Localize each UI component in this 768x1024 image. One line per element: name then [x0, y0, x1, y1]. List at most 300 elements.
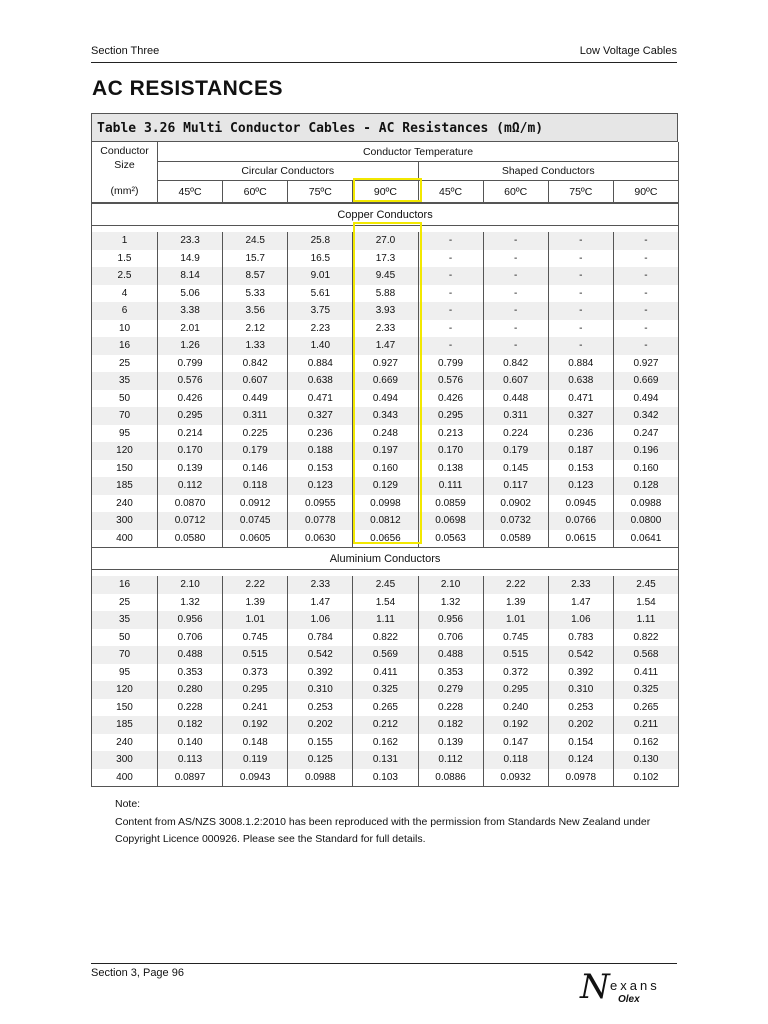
- resistance-cell: 0.128: [613, 477, 678, 495]
- size-cell: 50: [92, 629, 158, 647]
- size-cell: 240: [92, 495, 158, 513]
- temp-header-cell: 90ºC: [353, 181, 418, 203]
- resistance-cell: 0.783: [548, 629, 613, 647]
- logo-mark: N: [580, 967, 610, 1007]
- resistance-cell: 0.224: [483, 425, 548, 443]
- resistance-cell: -: [548, 232, 613, 250]
- resistance-cell: 0.188: [288, 442, 353, 460]
- resistance-cell: 0.706: [158, 629, 223, 647]
- resistance-cell: 0.927: [353, 355, 418, 373]
- resistance-cell: 0.214: [158, 425, 223, 443]
- resistance-cell: 0.784: [288, 629, 353, 647]
- resistance-cell: 5.33: [223, 285, 288, 303]
- section-rows: [92, 576, 679, 787]
- resistance-cell: 5.61: [288, 285, 353, 303]
- resistance-cell: 0.265: [353, 699, 418, 717]
- resistance-cell: 17.3: [353, 250, 418, 268]
- size-cell: 70: [92, 646, 158, 664]
- resistance-cell: 0.182: [158, 716, 223, 734]
- size-cell: 120: [92, 681, 158, 699]
- size-cell: 120: [92, 442, 158, 460]
- resistance-cell: 1.01: [223, 611, 288, 629]
- resistance-cell: 0.253: [548, 699, 613, 717]
- resistance-cell: 3.38: [158, 302, 223, 320]
- resistance-cell: -: [548, 320, 613, 338]
- temp-header-cell: 75ºC: [288, 181, 353, 203]
- resistance-cell: 9.01: [288, 267, 353, 285]
- temp-header-cell: 60ºC: [223, 181, 288, 203]
- resistance-cell: 0.471: [548, 390, 613, 408]
- resistance-cell: 5.88: [353, 285, 418, 303]
- resistance-cell: 0.0580: [158, 530, 223, 548]
- resistance-cell: 0.170: [418, 442, 483, 460]
- resistance-cell: 0.155: [288, 734, 353, 752]
- resistance-cell: 0.111: [418, 477, 483, 495]
- resistance-cell: 0.0630: [288, 530, 353, 548]
- resistance-cell: 14.9: [158, 250, 223, 268]
- table-row: [92, 751, 679, 769]
- resistance-cell: 0.160: [613, 460, 678, 478]
- resistance-cell: 2.33: [288, 576, 353, 594]
- resistance-cell: 1.32: [158, 594, 223, 612]
- resistance-cell: 0.145: [483, 460, 548, 478]
- resistance-cell: 0.0698: [418, 512, 483, 530]
- resistance-cell: 0.118: [483, 751, 548, 769]
- resistance-cell: -: [483, 337, 548, 355]
- resistance-cell: 0.745: [483, 629, 548, 647]
- size-cell: 4: [92, 285, 158, 303]
- resistance-cell: 0.0589: [483, 530, 548, 548]
- resistance-cell: 0.225: [223, 425, 288, 443]
- resistance-cell: 0.884: [288, 355, 353, 373]
- resistance-cell: 0.295: [223, 681, 288, 699]
- resistance-cell: 1.40: [288, 337, 353, 355]
- resistance-cell: 0.123: [548, 477, 613, 495]
- resistance-cell: 0.0912: [223, 495, 288, 513]
- resistance-cell: -: [613, 302, 678, 320]
- resistance-cell: 0.822: [353, 629, 418, 647]
- resistance-cell: 2.12: [223, 320, 288, 338]
- resistance-cell: 0.745: [223, 629, 288, 647]
- resistance-cell: 0.265: [613, 699, 678, 717]
- table-row: [92, 681, 679, 699]
- resistance-cell: 0.353: [158, 664, 223, 682]
- table-title: Table 3.26 Multi Conductor Cables - AC Resistances (mΩ/m): [91, 113, 678, 142]
- resistance-cell: 0.392: [288, 664, 353, 682]
- resistance-cell: 0.353: [418, 664, 483, 682]
- header-document-title: Low Voltage Cables: [579, 45, 677, 57]
- section-title: Aluminium Conductors: [92, 548, 679, 570]
- resistance-cell: 0.0988: [288, 769, 353, 787]
- size-cell: 10: [92, 320, 158, 338]
- resistance-cell: 0.449: [223, 390, 288, 408]
- resistance-cell: 3.93: [353, 302, 418, 320]
- resistance-cell: 0.125: [288, 751, 353, 769]
- resistance-cell: 0.488: [158, 646, 223, 664]
- resistance-cell: 0.192: [483, 716, 548, 734]
- resistance-cell: 0.247: [613, 425, 678, 443]
- resistance-cell: 2.33: [548, 576, 613, 594]
- resistance-cell: 0.426: [158, 390, 223, 408]
- table-row: [92, 646, 679, 664]
- resistance-cell: -: [418, 285, 483, 303]
- conductor-temperature-header: Conductor Temperature: [158, 142, 679, 162]
- resistance-cell: 0.228: [418, 699, 483, 717]
- resistance-cell: 0.202: [288, 716, 353, 734]
- resistance-cell: 3.75: [288, 302, 353, 320]
- resistance-cell: 0.182: [418, 716, 483, 734]
- resistance-cell: 0.295: [418, 407, 483, 425]
- resistance-cell: 0.295: [158, 407, 223, 425]
- resistance-cell: 0.103: [353, 769, 418, 787]
- resistance-cell: -: [548, 285, 613, 303]
- resistance-cell: -: [613, 250, 678, 268]
- resistance-cell: 24.5: [223, 232, 288, 250]
- resistance-cell: 0.140: [158, 734, 223, 752]
- resistance-cell: 0.325: [353, 681, 418, 699]
- resistance-cell: 0.542: [548, 646, 613, 664]
- resistance-cell: 1.06: [548, 611, 613, 629]
- resistance-cell: 0.515: [223, 646, 288, 664]
- resistance-cell: 0.956: [418, 611, 483, 629]
- resistance-cell: 0.236: [548, 425, 613, 443]
- resistance-cell: 8.14: [158, 267, 223, 285]
- resistance-cell: 0.822: [613, 629, 678, 647]
- resistance-cell: 1.54: [353, 594, 418, 612]
- resistance-cell: 0.0859: [418, 495, 483, 513]
- resistance-cell: 1.54: [613, 594, 678, 612]
- resistance-cell: 0.196: [613, 442, 678, 460]
- resistance-cell: 2.22: [223, 576, 288, 594]
- resistance-cell: 0.240: [483, 699, 548, 717]
- temp-header-cell: 45ºC: [418, 181, 483, 203]
- resistance-cell: 0.197: [353, 442, 418, 460]
- resistance-cell: 0.117: [483, 477, 548, 495]
- table-row: [92, 769, 679, 787]
- resistance-cell: 0.0955: [288, 495, 353, 513]
- resistance-cell: 23.3: [158, 232, 223, 250]
- resistance-cell: 0.426: [418, 390, 483, 408]
- resistance-cell: 0.139: [158, 460, 223, 478]
- size-cell: 95: [92, 664, 158, 682]
- resistance-cell: 25.8: [288, 232, 353, 250]
- size-cell: 95: [92, 425, 158, 443]
- resistance-cell: 1.32: [418, 594, 483, 612]
- table-row: [92, 664, 679, 682]
- resistance-cell: -: [613, 232, 678, 250]
- resistance-cell: 0.130: [613, 751, 678, 769]
- resistance-cell: 0.211: [613, 716, 678, 734]
- resistance-cell: 0.0766: [548, 512, 613, 530]
- size-cell: 300: [92, 512, 158, 530]
- resistance-cell: 0.187: [548, 442, 613, 460]
- resistance-cell: 0.448: [483, 390, 548, 408]
- resistance-cell: 0.0886: [418, 769, 483, 787]
- resistance-cell: 1.47: [353, 337, 418, 355]
- resistance-cell: 0.927: [613, 355, 678, 373]
- resistance-cell: 0.228: [158, 699, 223, 717]
- resistance-cell: 0.607: [483, 372, 548, 390]
- resistance-cell: 0.236: [288, 425, 353, 443]
- footer-page-label: Section 3, Page 96: [91, 967, 184, 979]
- temp-header-cell: 90ºC: [613, 181, 678, 203]
- resistance-cell: 0.279: [418, 681, 483, 699]
- temp-header-cell: 45ºC: [158, 181, 223, 203]
- resistance-cell: 0.0943: [223, 769, 288, 787]
- resistance-cell: -: [483, 285, 548, 303]
- temp-header-cell: 60ºC: [483, 181, 548, 203]
- resistance-cell: 0.0732: [483, 512, 548, 530]
- resistance-cell: 1.47: [288, 594, 353, 612]
- resistance-cell: 0.311: [483, 407, 548, 425]
- resistance-cell: -: [483, 267, 548, 285]
- resistance-cell: -: [613, 337, 678, 355]
- resistance-cell: 2.23: [288, 320, 353, 338]
- resistance-cell: -: [613, 320, 678, 338]
- logo-subtext: Olex: [618, 994, 640, 1005]
- resistance-cell: -: [418, 232, 483, 250]
- resistance-cell: 0.0870: [158, 495, 223, 513]
- resistance-cell: -: [613, 267, 678, 285]
- resistance-cell: 15.7: [223, 250, 288, 268]
- size-cell: 16: [92, 337, 158, 355]
- resistance-cell: 0.568: [613, 646, 678, 664]
- resistance-cell: 0.638: [288, 372, 353, 390]
- resistance-cell: -: [483, 250, 548, 268]
- size-cell: 300: [92, 751, 158, 769]
- table-row: [92, 576, 679, 594]
- resistance-cell: 0.113: [158, 751, 223, 769]
- table-row: [92, 611, 679, 629]
- resistance-cell: 0.123: [288, 477, 353, 495]
- resistance-cell: 3.56: [223, 302, 288, 320]
- size-cell: 35: [92, 611, 158, 629]
- size-cell: 2.5: [92, 267, 158, 285]
- resistance-cell: 0.0998: [353, 495, 418, 513]
- resistance-cell: 0.638: [548, 372, 613, 390]
- resistance-cell: 0.112: [158, 477, 223, 495]
- resistance-cell: 0.179: [483, 442, 548, 460]
- resistance-cell: 0.170: [158, 442, 223, 460]
- resistance-cell: 1.11: [353, 611, 418, 629]
- resistance-cell: 0.153: [548, 460, 613, 478]
- resistance-cell: -: [613, 285, 678, 303]
- resistance-cell: -: [418, 250, 483, 268]
- resistance-cell: 0.213: [418, 425, 483, 443]
- page-title: AC RESISTANCES: [92, 77, 283, 100]
- resistance-cell: 1.06: [288, 611, 353, 629]
- note-label: Note:: [115, 798, 141, 810]
- table-row: [92, 734, 679, 752]
- resistance-cell: 0.131: [353, 751, 418, 769]
- size-cell: 185: [92, 716, 158, 734]
- resistance-cell: 0.241: [223, 699, 288, 717]
- nexans-olex-logo: [568, 966, 678, 1011]
- resistance-cell: 0.373: [223, 664, 288, 682]
- resistance-cell: 5.06: [158, 285, 223, 303]
- resistance-cell: 0.310: [548, 681, 613, 699]
- resistance-cell: 2.33: [353, 320, 418, 338]
- resistance-cell: 0.411: [353, 664, 418, 682]
- section-title: Copper Conductors: [92, 204, 679, 226]
- size-cell: 400: [92, 769, 158, 787]
- note-block: [115, 796, 675, 849]
- resistance-cell: -: [418, 302, 483, 320]
- resistance-cell: 0.372: [483, 664, 548, 682]
- resistance-cell: 0.124: [548, 751, 613, 769]
- resistance-cell: 0.0615: [548, 530, 613, 548]
- size-cell: 35: [92, 372, 158, 390]
- resistance-cell: 0.706: [418, 629, 483, 647]
- resistance-cell: 0.956: [158, 611, 223, 629]
- size-cell: 150: [92, 699, 158, 717]
- resistance-cell: 0.153: [288, 460, 353, 478]
- resistance-cell: 0.147: [483, 734, 548, 752]
- resistance-cell: 0.669: [613, 372, 678, 390]
- resistance-cell: 0.0932: [483, 769, 548, 787]
- resistance-cell: 0.799: [418, 355, 483, 373]
- resistance-cell: 0.129: [353, 477, 418, 495]
- resistance-cell: 0.154: [548, 734, 613, 752]
- resistance-cell: 1.11: [613, 611, 678, 629]
- resistance-cell: 0.392: [548, 664, 613, 682]
- resistance-cell: 0.0605: [223, 530, 288, 548]
- resistance-cell: 0.0897: [158, 769, 223, 787]
- resistance-cell: -: [483, 320, 548, 338]
- resistance-cell: 9.45: [353, 267, 418, 285]
- table-row: [92, 699, 679, 717]
- size-cell: 25: [92, 594, 158, 612]
- resistance-cell: 2.45: [613, 576, 678, 594]
- resistance-cell: 2.10: [158, 576, 223, 594]
- resistance-cell: 0.295: [483, 681, 548, 699]
- note-text: Content from AS/NZS 3008.1.2:2010 has been reproduced with the permission from Standards New Zealand under Copyright Licence 000926. Please see the Standard for full details.: [115, 815, 651, 845]
- resistance-cell: 0.248: [353, 425, 418, 443]
- resistance-cell: 0.212: [353, 716, 418, 734]
- section-header-group: [92, 548, 679, 577]
- circular-conductors-header: Circular Conductors: [158, 162, 419, 181]
- resistance-cell: 0.842: [223, 355, 288, 373]
- resistance-cell: 0.494: [353, 390, 418, 408]
- resistance-cell: 1.39: [483, 594, 548, 612]
- footer-divider: [91, 963, 677, 964]
- resistance-cell: 0.799: [158, 355, 223, 373]
- header-divider: [91, 62, 677, 63]
- size-cell: 1.5: [92, 250, 158, 268]
- resistance-cell: 0.576: [158, 372, 223, 390]
- resistance-cell: 0.310: [288, 681, 353, 699]
- resistance-cell: 16.5: [288, 250, 353, 268]
- resistance-cell: 0.576: [418, 372, 483, 390]
- resistance-cell: -: [548, 267, 613, 285]
- size-cell: 6: [92, 302, 158, 320]
- resistance-cell: 0.138: [418, 460, 483, 478]
- resistance-cell: 1.47: [548, 594, 613, 612]
- table-row: [92, 716, 679, 734]
- resistance-cell: 0.343: [353, 407, 418, 425]
- resistance-cell: -: [483, 232, 548, 250]
- resistance-cell: 1.39: [223, 594, 288, 612]
- table-row: [92, 594, 679, 612]
- size-cell: 240: [92, 734, 158, 752]
- resistance-cell: 0.607: [223, 372, 288, 390]
- resistance-cell: 0.146: [223, 460, 288, 478]
- resistance-cell: 0.311: [223, 407, 288, 425]
- conductor-size-label: Conductor Size: [100, 145, 149, 171]
- resistance-cell: 0.162: [353, 734, 418, 752]
- resistance-cell: 0.325: [613, 681, 678, 699]
- resistance-cell: 0.0800: [613, 512, 678, 530]
- header-section-label: Section Three: [91, 45, 160, 57]
- resistance-cell: 8.57: [223, 267, 288, 285]
- size-cell: 70: [92, 407, 158, 425]
- resistance-cell: -: [483, 302, 548, 320]
- size-cell: 16: [92, 576, 158, 594]
- resistance-cell: 0.494: [613, 390, 678, 408]
- resistance-cell: 2.45: [353, 576, 418, 594]
- resistance-cell: 2.22: [483, 576, 548, 594]
- resistance-cell: 0.0988: [613, 495, 678, 513]
- resistance-cell: 1.33: [223, 337, 288, 355]
- resistance-cell: 0.0778: [288, 512, 353, 530]
- resistance-cell: -: [418, 337, 483, 355]
- resistance-cell: 0.411: [613, 664, 678, 682]
- highlight-90c-column: [353, 222, 422, 544]
- size-cell: 185: [92, 477, 158, 495]
- resistance-cell: 0.179: [223, 442, 288, 460]
- resistance-cell: 0.0945: [548, 495, 613, 513]
- size-cell: 1: [92, 232, 158, 250]
- size-unit-label: (mm²): [92, 181, 158, 203]
- resistance-cell: 1.26: [158, 337, 223, 355]
- resistance-cell: 0.669: [353, 372, 418, 390]
- resistance-cell: 0.542: [288, 646, 353, 664]
- resistance-cell: 0.119: [223, 751, 288, 769]
- resistance-cell: -: [418, 320, 483, 338]
- conductor-size-header: [92, 142, 158, 181]
- size-cell: 50: [92, 390, 158, 408]
- resistance-cell: 0.102: [613, 769, 678, 787]
- resistance-cell: 0.118: [223, 477, 288, 495]
- resistance-cell: 2.10: [418, 576, 483, 594]
- resistance-cell: 0.842: [483, 355, 548, 373]
- size-cell: 25: [92, 355, 158, 373]
- resistance-cell: -: [418, 267, 483, 285]
- table-row: [92, 629, 679, 647]
- resistance-cell: 0.148: [223, 734, 288, 752]
- resistance-cell: 0.280: [158, 681, 223, 699]
- resistance-cell: 0.488: [418, 646, 483, 664]
- resistance-cell: 0.202: [548, 716, 613, 734]
- resistance-cell: 2.01: [158, 320, 223, 338]
- resistance-cell: 0.0712: [158, 512, 223, 530]
- resistance-cell: 0.162: [613, 734, 678, 752]
- resistance-cell: 0.342: [613, 407, 678, 425]
- resistance-cell: 0.192: [223, 716, 288, 734]
- size-cell: 150: [92, 460, 158, 478]
- resistance-cell: -: [548, 302, 613, 320]
- resistance-cell: 0.0745: [223, 512, 288, 530]
- resistance-cell: 0.884: [548, 355, 613, 373]
- resistance-cell: 0.0563: [418, 530, 483, 548]
- resistance-cell: -: [548, 250, 613, 268]
- logo-text: exans: [610, 978, 660, 993]
- resistance-cell: 0.160: [353, 460, 418, 478]
- temp-header-cell: 75ºC: [548, 181, 613, 203]
- size-cell: 400: [92, 530, 158, 548]
- resistance-cell: -: [548, 337, 613, 355]
- shaped-conductors-header: Shaped Conductors: [418, 162, 679, 181]
